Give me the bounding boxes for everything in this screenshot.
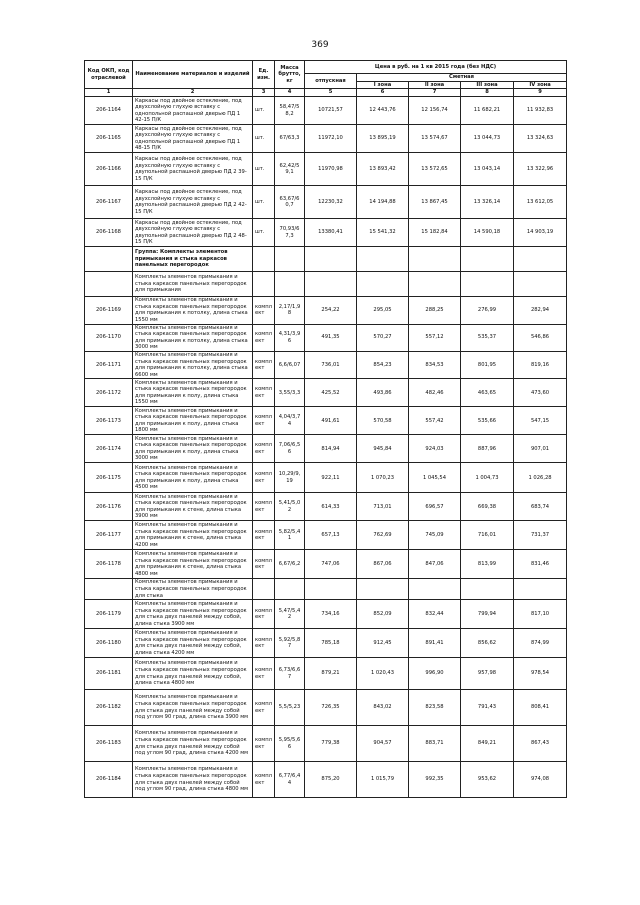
row-zone-1-price: 852,09 — [357, 600, 409, 629]
header-price-title: Цена в руб. на 1 кв 2015 года (без НДС) — [305, 61, 567, 74]
header-zone-1: I зона — [357, 81, 409, 89]
row-code: 206-1172 — [85, 379, 133, 407]
row-code: 206-1175 — [85, 463, 133, 493]
row-zone-4-price: 808,41 — [514, 690, 567, 726]
row-zone-1-price — [357, 272, 409, 297]
column-number: 1 — [85, 89, 133, 97]
row-name: Каркасы под двойное остекление, под двухслойную глухую вставку с однопольной распашной дверью ПД 1 48-15 П/К — [133, 125, 253, 153]
row-zone-2-price: 891,41 — [409, 629, 461, 658]
row-name: Комплекты элементов примыкания и стыка каркасов панельных перегородок для примыкания к стене, длина стыка 3900 мм — [133, 493, 253, 521]
row-unit: компл ект — [253, 493, 275, 521]
row-mass: 6,73/6,6 7 — [275, 658, 305, 690]
row-zone-1-price — [357, 247, 409, 272]
row-release-price: 425,52 — [305, 379, 357, 407]
table-row — [85, 351, 567, 378]
table-row — [85, 493, 567, 521]
column-number: 2 — [133, 89, 253, 97]
group-row — [85, 247, 567, 272]
table-row — [85, 379, 567, 407]
row-mass: 5,47/5,4 2 — [275, 600, 305, 629]
row-name: Каркасы под двойное остекление, под двухслойную глухую вставку с двупольной распашной дверью ПД 2 39-15 П/К — [133, 153, 253, 186]
row-zone-4-price: 731,37 — [514, 521, 567, 550]
row-zone-3-price: 13 043,14 — [461, 153, 514, 186]
page-number: 369 — [311, 40, 329, 50]
row-zone-2-price: 557,12 — [409, 324, 461, 351]
row-zone-1-price: 1 070,23 — [357, 463, 409, 493]
row-name: Комплекты элементов примыкания и стыка каркасов панельных перегородок для стыка двух панелей между собой под углом 90 град, длина стыка 4800 мм — [133, 762, 253, 798]
row-zone-3-price: 791,43 — [461, 690, 514, 726]
row-release-price: 726,35 — [305, 690, 357, 726]
column-number: 4 — [275, 89, 305, 97]
row-release-price: 814,94 — [305, 435, 357, 463]
row-zone-4-price: 282,94 — [514, 297, 567, 324]
table-row — [85, 297, 567, 324]
row-zone-4-price: 867,43 — [514, 726, 567, 762]
row-zone-3-price: 849,21 — [461, 726, 514, 762]
row-unit: компл ект — [253, 550, 275, 579]
row-mass: 62,42/5 9,1 — [275, 153, 305, 186]
row-zone-4-price — [514, 272, 567, 297]
row-name: Комплекты элементов примыкания и стыка каркасов панельных перегородок для стыка двух панелей между собой, длина стыка 3900 мм — [133, 600, 253, 629]
table-row — [85, 153, 567, 186]
row-zone-4-price — [514, 579, 567, 600]
row-mass — [275, 579, 305, 600]
table-row — [85, 629, 567, 658]
row-release-price: 875,20 — [305, 762, 357, 798]
row-name: Комплекты элементов примыкания и стыка каркасов панельных перегородок для стыка двух панелей между собой, длина стыка 4200 мм — [133, 629, 253, 658]
table-row — [85, 600, 567, 629]
row-name: Комплекты элементов примыкания и стыка каркасов панельных перегородок для примыкания к стене, длина стыка 4200 мм — [133, 521, 253, 550]
table-row — [85, 521, 567, 550]
row-zone-1-price: 912,45 — [357, 629, 409, 658]
row-zone-1-price — [357, 579, 409, 600]
row-zone-4-price: 817,10 — [514, 600, 567, 629]
row-zone-4-price: 13 322,96 — [514, 153, 567, 186]
row-zone-4-price: 1 026,28 — [514, 463, 567, 493]
table-row — [85, 407, 567, 435]
table-row — [85, 762, 567, 798]
row-mass: 63,67/6 0,7 — [275, 186, 305, 219]
row-release-price: 657,13 — [305, 521, 357, 550]
row-mass: 5,5/5,23 — [275, 690, 305, 726]
row-mass: 70,93/6 7,3 — [275, 219, 305, 247]
row-mass — [275, 247, 305, 272]
row-zone-3-price: 463,65 — [461, 379, 514, 407]
row-zone-2-price: 13 867,45 — [409, 186, 461, 219]
row-code: 206-1183 — [85, 726, 133, 762]
row-unit: компл ект — [253, 463, 275, 493]
row-code: 206-1167 — [85, 186, 133, 219]
table-row — [85, 463, 567, 493]
row-zone-3-price — [461, 272, 514, 297]
row-zone-3-price — [461, 247, 514, 272]
header-unit: Ед. изм. — [253, 61, 275, 89]
row-zone-4-price: 13 324,63 — [514, 125, 567, 153]
row-zone-3-price: 13 326,14 — [461, 186, 514, 219]
row-release-price: 491,35 — [305, 324, 357, 351]
row-mass: 10,29/9, 19 — [275, 463, 305, 493]
row-zone-2-price: 996,90 — [409, 658, 461, 690]
row-zone-2-price: 13 574,67 — [409, 125, 461, 153]
row-name: Каркасы под двойное остекление, под двухслойную глухую вставку с однопольной распашной дверью ПД 1 42-15 П/К — [133, 97, 253, 125]
row-code: 206-1171 — [85, 351, 133, 378]
row-zone-2-price: 847,06 — [409, 550, 461, 579]
row-zone-4-price — [514, 247, 567, 272]
row-zone-1-price: 713,01 — [357, 493, 409, 521]
row-unit: компл ект — [253, 762, 275, 798]
row-mass: 7,06/6,5 6 — [275, 435, 305, 463]
row-zone-1-price: 1 015,79 — [357, 762, 409, 798]
row-unit: шт. — [253, 153, 275, 186]
row-mass: 5,92/5,8 7 — [275, 629, 305, 658]
row-zone-3-price: 887,96 — [461, 435, 514, 463]
row-code: 206-1180 — [85, 629, 133, 658]
row-mass: 5,95/5,6 6 — [275, 726, 305, 762]
row-zone-3-price: 799,94 — [461, 600, 514, 629]
row-zone-3-price: 957,98 — [461, 658, 514, 690]
row-zone-4-price: 978,54 — [514, 658, 567, 690]
row-release-price: 254,22 — [305, 297, 357, 324]
row-zone-1-price: 1 020,43 — [357, 658, 409, 690]
row-zone-1-price: 904,57 — [357, 726, 409, 762]
row-zone-4-price: 831,46 — [514, 550, 567, 579]
row-unit: компл ект — [253, 324, 275, 351]
row-name: Комплекты элементов примыкания и стыка каркасов панельных перегородок для примыкания к потолку, длина стыка 1550 мм — [133, 297, 253, 324]
row-mass: 5,82/5,4 1 — [275, 521, 305, 550]
row-zone-2-price: 557,42 — [409, 407, 461, 435]
row-zone-3-price: 813,99 — [461, 550, 514, 579]
row-zone-2-price — [409, 272, 461, 297]
table-row — [85, 97, 567, 125]
row-zone-4-price: 14 903,19 — [514, 219, 567, 247]
row-unit: компл ект — [253, 629, 275, 658]
row-zone-2-price: 13 572,65 — [409, 153, 461, 186]
row-mass: 58,47/5 8,2 — [275, 97, 305, 125]
row-code: 206-1166 — [85, 153, 133, 186]
row-unit: шт. — [253, 219, 275, 247]
row-unit: компл ект — [253, 379, 275, 407]
row-release-price — [305, 272, 357, 297]
row-zone-1-price: 867,06 — [357, 550, 409, 579]
row-unit: компл ект — [253, 297, 275, 324]
row-release-price: 11970,98 — [305, 153, 357, 186]
row-zone-1-price: 854,23 — [357, 351, 409, 378]
row-unit: компл ект — [253, 407, 275, 435]
row-zone-2-price: 15 182,84 — [409, 219, 461, 247]
row-zone-2-price: 12 156,74 — [409, 97, 461, 125]
row-release-price: 12230,32 — [305, 186, 357, 219]
row-zone-3-price: 11 682,21 — [461, 97, 514, 125]
row-name: Комплекты элементов примыкания и стыка каркасов панельных перегородок для примыкания к полу, длина стыка 4500 мм — [133, 463, 253, 493]
row-mass: 2,17/1,9 8 — [275, 297, 305, 324]
row-zone-4-price: 13 612,05 — [514, 186, 567, 219]
row-name: Комплекты элементов примыкания и стыка каркасов панельных перегородок для примыкания к полу, длина стыка 1550 мм — [133, 379, 253, 407]
row-release-price — [305, 579, 357, 600]
row-zone-3-price: 856,62 — [461, 629, 514, 658]
row-code: 206-1165 — [85, 125, 133, 153]
row-zone-4-price: 819,16 — [514, 351, 567, 378]
row-name: Комплекты элементов примыкания и стыка каркасов панельных перегородок для стыка двух панелей между собой, длина стыка 4800 мм — [133, 658, 253, 690]
row-zone-2-price: 1 045,54 — [409, 463, 461, 493]
row-zone-4-price: 546,86 — [514, 324, 567, 351]
row-unit: компл ект — [253, 521, 275, 550]
column-number: 6 — [357, 89, 409, 97]
row-zone-3-price: 801,95 — [461, 351, 514, 378]
row-unit: шт. — [253, 97, 275, 125]
row-code: 206-1173 — [85, 407, 133, 435]
row-release-price: 13380,41 — [305, 219, 357, 247]
row-unit: шт. — [253, 186, 275, 219]
row-zone-2-price — [409, 579, 461, 600]
row-zone-3-price: 535,66 — [461, 407, 514, 435]
row-unit: компл ект — [253, 690, 275, 726]
price-table — [84, 60, 567, 798]
row-release-price: 879,21 — [305, 658, 357, 690]
row-zone-4-price: 547,15 — [514, 407, 567, 435]
row-zone-2-price: 482,46 — [409, 379, 461, 407]
row-zone-3-price: 276,99 — [461, 297, 514, 324]
row-code: 206-1174 — [85, 435, 133, 463]
row-name: Комплекты элементов примыкания и стыка каркасов панельных перегородок для примыкания к полу, длина стыка 3000 мм — [133, 435, 253, 463]
row-zone-1-price: 570,58 — [357, 407, 409, 435]
row-release-price: 614,33 — [305, 493, 357, 521]
row-mass: 6,6/6,07 — [275, 351, 305, 378]
row-zone-2-price: 288,25 — [409, 297, 461, 324]
row-name: Комплекты элементов примыкания и стыка каркасов панельных перегородок для примыкания к потолку, длина стыка 3000 мм — [133, 324, 253, 351]
header-zone-4: IV зона — [514, 81, 567, 89]
row-code — [85, 247, 133, 272]
column-number: 5 — [305, 89, 357, 97]
row-mass: 67/63,3 — [275, 125, 305, 153]
row-release-price: 734,16 — [305, 600, 357, 629]
row-code: 206-1181 — [85, 658, 133, 690]
row-zone-2-price: 924,03 — [409, 435, 461, 463]
row-code: 206-1178 — [85, 550, 133, 579]
row-release-price — [305, 247, 357, 272]
row-name: Комплекты элементов примыкания и стыка каркасов панельных перегородок для примыкания — [133, 272, 253, 297]
table-row — [85, 435, 567, 463]
row-unit: компл ект — [253, 351, 275, 378]
row-code: 206-1164 — [85, 97, 133, 125]
row-zone-2-price: 992,35 — [409, 762, 461, 798]
row-zone-1-price: 493,86 — [357, 379, 409, 407]
table-row — [85, 579, 567, 600]
row-mass: 4,04/3,7 4 — [275, 407, 305, 435]
row-zone-1-price: 762,69 — [357, 521, 409, 550]
row-release-price: 736,01 — [305, 351, 357, 378]
row-code: 206-1169 — [85, 297, 133, 324]
row-zone-3-price: 953,62 — [461, 762, 514, 798]
table-row — [85, 324, 567, 351]
row-zone-2-price: 745,09 — [409, 521, 461, 550]
row-zone-3-price: 1 004,73 — [461, 463, 514, 493]
row-code: 206-1179 — [85, 600, 133, 629]
row-name: Комплекты элементов примыкания и стыка каркасов панельных перегородок для примыкания к полу, длина стыка 1800 мм — [133, 407, 253, 435]
row-zone-4-price: 874,99 — [514, 629, 567, 658]
row-zone-3-price: 13 044,73 — [461, 125, 514, 153]
row-name: Комплекты элементов примыкания и стыка каркасов панельных перегородок для примыкания к стене, длина стыка 4800 мм — [133, 550, 253, 579]
row-code: 206-1177 — [85, 521, 133, 550]
row-release-price: 779,38 — [305, 726, 357, 762]
row-zone-1-price: 14 194,88 — [357, 186, 409, 219]
row-name: Комплекты элементов примыкания и стыка каркасов панельных перегородок для примыкания к потолку, длина стыка 6600 мм — [133, 351, 253, 378]
column-number: 7 — [409, 89, 461, 97]
table-row — [85, 550, 567, 579]
row-code: 206-1182 — [85, 690, 133, 726]
row-zone-1-price: 295,05 — [357, 297, 409, 324]
row-unit — [253, 579, 275, 600]
row-mass: 3,55/3,3 — [275, 379, 305, 407]
row-unit: шт. — [253, 125, 275, 153]
row-release-price: 785,18 — [305, 629, 357, 658]
table-row — [85, 125, 567, 153]
row-mass: 6,77/6,4 4 — [275, 762, 305, 798]
row-unit — [253, 247, 275, 272]
row-unit: компл ект — [253, 435, 275, 463]
row-release-price: 747,06 — [305, 550, 357, 579]
row-mass: 5,41/5,0 2 — [275, 493, 305, 521]
row-mass: 4,31/3,9 6 — [275, 324, 305, 351]
row-zone-4-price: 683,74 — [514, 493, 567, 521]
row-zone-1-price: 843,02 — [357, 690, 409, 726]
column-number: 9 — [514, 89, 567, 97]
row-name: Каркасы под двойное остекление, под двухслойную глухую вставку с двупольной распашной дверью ПД 2 48-15 П/К — [133, 219, 253, 247]
row-unit — [253, 272, 275, 297]
table-row — [85, 272, 567, 297]
row-zone-2-price: 883,71 — [409, 726, 461, 762]
header-mass: Масса брутто, кг — [275, 61, 305, 89]
row-zone-1-price: 570,27 — [357, 324, 409, 351]
row-mass — [275, 272, 305, 297]
table-row — [85, 219, 567, 247]
row-zone-2-price: 834,53 — [409, 351, 461, 378]
row-zone-3-price: 14 590,18 — [461, 219, 514, 247]
row-zone-2-price: 696,57 — [409, 493, 461, 521]
row-name: Каркасы под двойное остекление, под двухслойную глухую вставку с двупольной распашной дверью ПД 2 42-15 П/К — [133, 186, 253, 219]
row-code — [85, 272, 133, 297]
row-name: Комплекты элементов примыкания и стыка каркасов панельных перегородок для стыка двух панелей между собой под углом 90 град, длина стыка 4200 мм — [133, 726, 253, 762]
row-release-price: 922,11 — [305, 463, 357, 493]
row-unit: компл ект — [253, 658, 275, 690]
row-zone-1-price: 13 893,42 — [357, 153, 409, 186]
row-zone-3-price: 669,38 — [461, 493, 514, 521]
row-zone-2-price: 832,44 — [409, 600, 461, 629]
row-code — [85, 579, 133, 600]
row-code: 206-1176 — [85, 493, 133, 521]
row-zone-1-price: 13 895,19 — [357, 125, 409, 153]
row-zone-4-price: 473,60 — [514, 379, 567, 407]
row-zone-4-price: 974,08 — [514, 762, 567, 798]
row-code: 206-1184 — [85, 762, 133, 798]
header-release: отпускная — [305, 74, 357, 89]
row-zone-1-price: 15 541,32 — [357, 219, 409, 247]
price-table-body — [85, 97, 567, 798]
row-name: Комплекты элементов примыкания и стыка каркасов панельных перегородок для стыка — [133, 579, 253, 600]
header-name: Наименование материалов и изделий — [133, 61, 253, 89]
row-mass: 6,67/6,2 — [275, 550, 305, 579]
row-name: Группа: Комплекты элементов примыкания и стыка каркасов панельных перегородок — [133, 247, 253, 272]
row-zone-3-price: 535,37 — [461, 324, 514, 351]
row-code: 206-1170 — [85, 324, 133, 351]
table-row — [85, 658, 567, 690]
column-number: 3 — [253, 89, 275, 97]
row-zone-4-price: 11 932,83 — [514, 97, 567, 125]
header-estimate: Сметная — [357, 74, 567, 82]
row-zone-1-price: 945,84 — [357, 435, 409, 463]
row-zone-4-price: 907,01 — [514, 435, 567, 463]
row-unit: компл ект — [253, 726, 275, 762]
row-zone-3-price — [461, 579, 514, 600]
row-release-price: 11972,10 — [305, 125, 357, 153]
row-unit: компл ект — [253, 600, 275, 629]
table-row — [85, 726, 567, 762]
row-release-price: 491,61 — [305, 407, 357, 435]
column-number: 8 — [461, 89, 514, 97]
row-zone-3-price: 716,01 — [461, 521, 514, 550]
row-release-price: 10721,57 — [305, 97, 357, 125]
row-zone-1-price: 12 443,76 — [357, 97, 409, 125]
table-row — [85, 186, 567, 219]
header-zone-2: II зона — [409, 81, 461, 89]
row-zone-2-price: 823,58 — [409, 690, 461, 726]
row-name: Комплекты элементов примыкания и стыка каркасов панельных перегородок для стыка двух панелей между собой под углом 90 град, длина стыка 3900 мм — [133, 690, 253, 726]
row-zone-2-price — [409, 247, 461, 272]
header-zone-3: III зона — [461, 81, 514, 89]
header-code: Код ОКП, код отраслевой — [85, 61, 133, 89]
row-code: 206-1168 — [85, 219, 133, 247]
table-row — [85, 690, 567, 726]
